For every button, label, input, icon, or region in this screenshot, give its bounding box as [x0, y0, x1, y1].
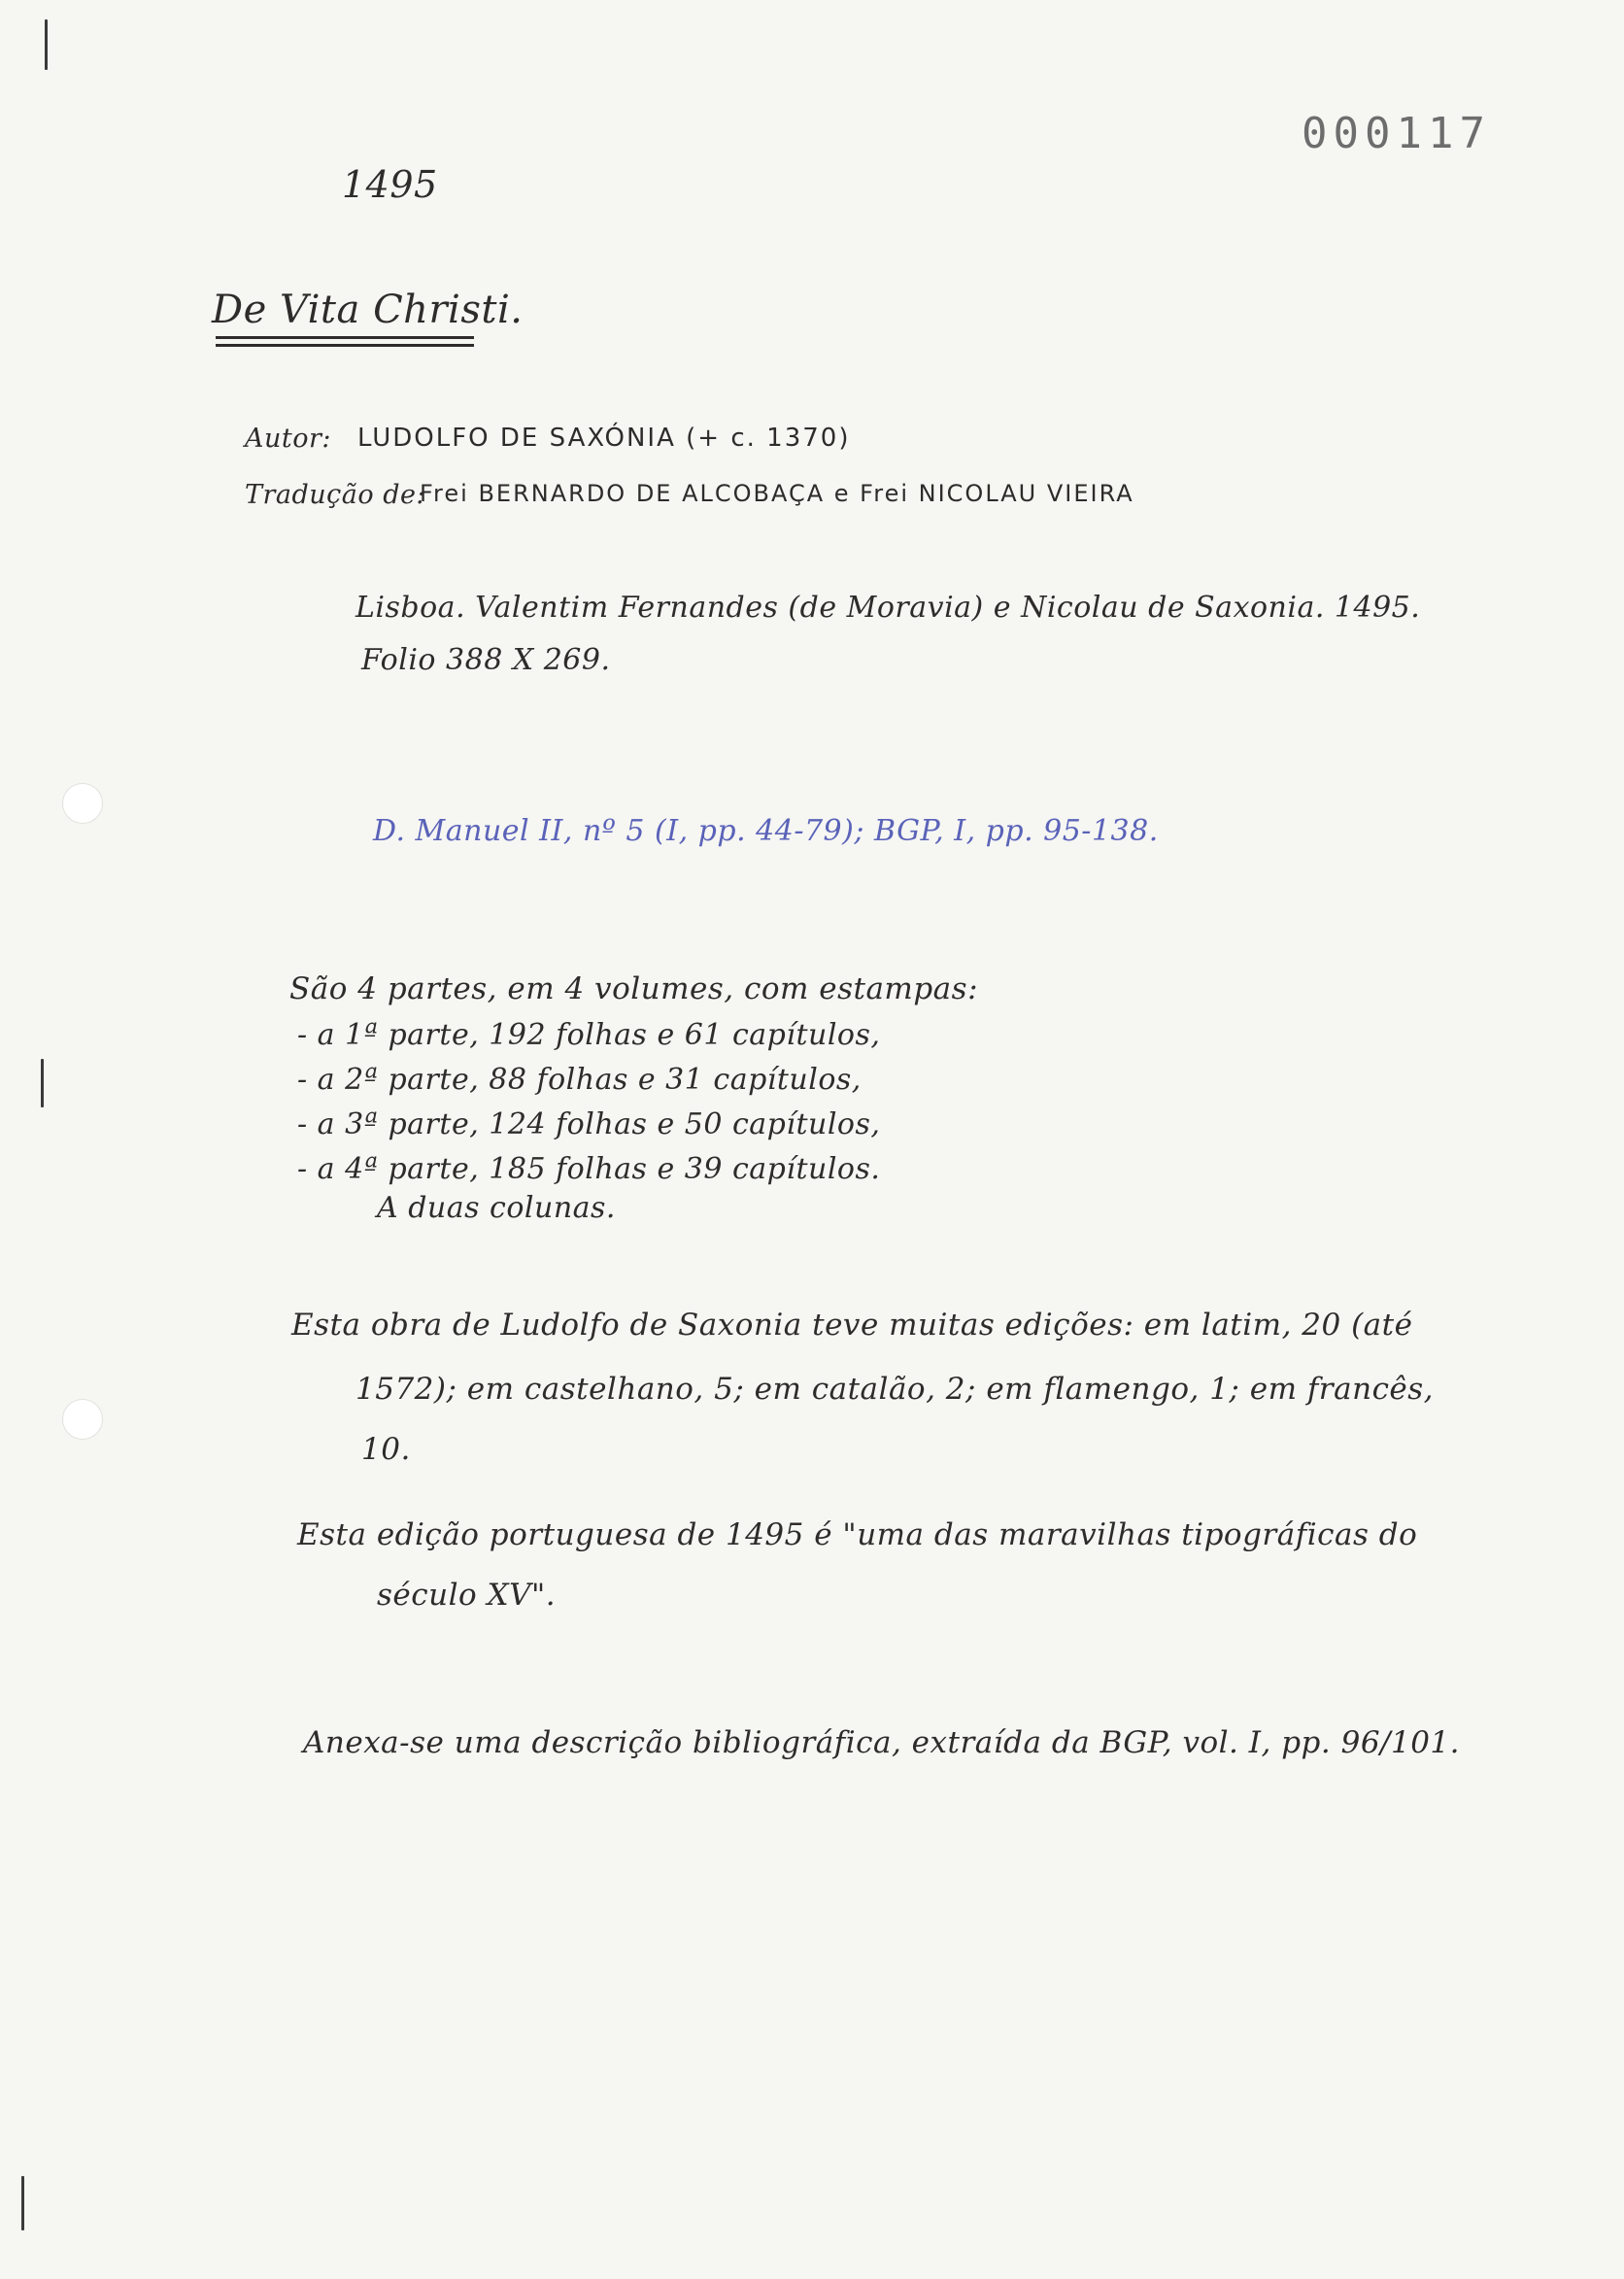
- reference-line: D. Manuel II, nº 5 (I, pp. 44-79); BGP, I, pp. 95-138.: [373, 814, 1159, 848]
- part-item-3: - a 3ª parte, 124 folhas e 50 capítulos,: [297, 1107, 881, 1141]
- year-heading: 1495: [342, 163, 438, 206]
- imprint-line-1: Lisboa. Valentim Fernandes (de Moravia) e Nicolau de Saxonia. 1495.: [355, 591, 1421, 625]
- translation-label: Tradução de:: [245, 480, 426, 510]
- document-title: De Vita Christi.: [212, 288, 524, 332]
- punch-hole-lower: [62, 1399, 103, 1440]
- parts-intro: São 4 partes, em 4 volumes, com estampas:: [289, 971, 979, 1006]
- editions-line-2: 1572); em castelhano, 5; em catalão, 2; em flamengo, 1; em francês,: [355, 1372, 1435, 1407]
- title-underline-1: [216, 336, 474, 339]
- portuguese-edition-line-2: século XV".: [377, 1578, 557, 1613]
- author-value: LUDOLFO DE SAXÓNIA (+ c. 1370): [357, 424, 851, 453]
- margin-tick-top: [45, 19, 48, 70]
- annex-note: Anexa-se uma descrição bibliográfica, extraída da BGP, vol. I, pp. 96/101.: [303, 1725, 1461, 1760]
- editions-line-1: Esta obra de Ludolfo de Saxonia teve muitas edições: em latim, 20 (até: [291, 1308, 1413, 1343]
- imprint-line-2: Folio 388 X 269.: [361, 643, 611, 677]
- portuguese-edition-line-1: Esta edição portuguesa de 1495 é "uma das maravilhas tipográficas do: [297, 1517, 1418, 1552]
- margin-tick-middle: [41, 1059, 44, 1107]
- stamp-number: 000117: [1302, 109, 1491, 158]
- part-item-4: - a 4ª parte, 185 folhas e 39 capítulos.: [297, 1152, 881, 1186]
- punch-hole-upper: [62, 783, 103, 824]
- author-label: Autor:: [245, 424, 331, 454]
- part-item-2: - a 2ª parte, 88 folhas e 31 capítulos,: [297, 1063, 862, 1097]
- columns-note: A duas colunas.: [377, 1191, 616, 1225]
- margin-tick-bottom: [21, 2176, 24, 2230]
- translation-value: Frei BERNARDO DE ALCOBAÇA e Frei NICOLAU VIEIRA: [420, 480, 1134, 507]
- part-item-1: - a 1ª parte, 192 folhas e 61 capítulos,: [297, 1018, 881, 1052]
- editions-line-3: 10.: [361, 1432, 411, 1467]
- title-underline-2: [216, 344, 474, 347]
